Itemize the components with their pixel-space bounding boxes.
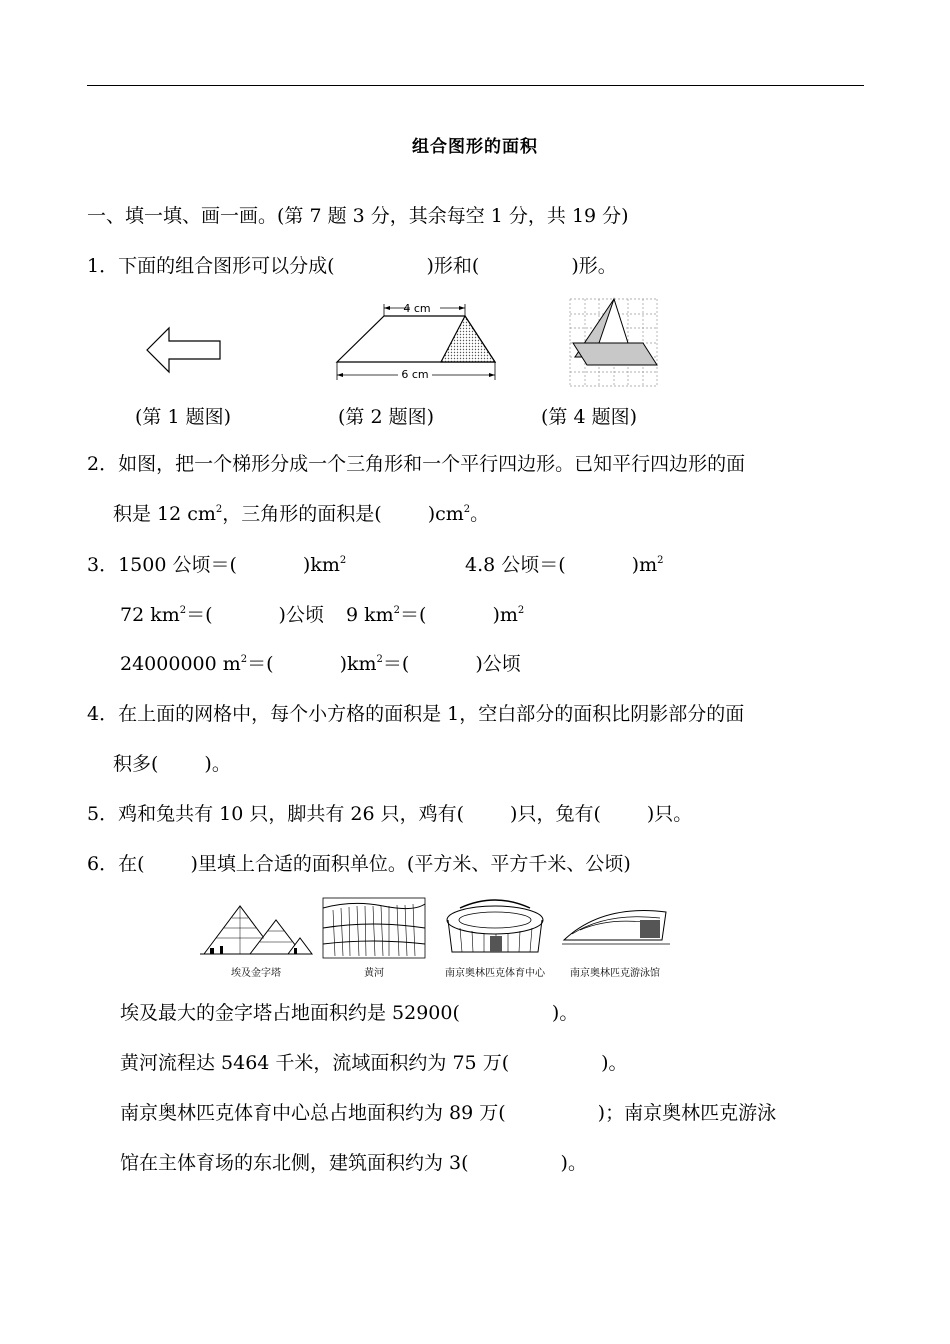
q6-sentence-1 bbox=[120, 1001, 578, 1025]
q2-text-d: 。 bbox=[470, 503, 490, 525]
q6-sentence-4 bbox=[120, 1151, 587, 1175]
q6-sentence-2 bbox=[120, 1051, 628, 1075]
q1-text-a: 下面的组合图形可以分成( bbox=[118, 255, 335, 277]
q6-s2-a: 黄河流程达 5464 千米，流域面积约为 75 万( bbox=[120, 1052, 510, 1074]
q2-line1: 如图，把一个梯形分成一个三角形和一个平行四边形。已知平行四边形的面 bbox=[118, 453, 746, 475]
yellow-river-picture bbox=[323, 898, 425, 960]
question-4 bbox=[87, 702, 744, 726]
q3-d-sup: 2 bbox=[393, 605, 401, 616]
q5-text-c: )只。 bbox=[646, 803, 693, 825]
header-rule bbox=[87, 85, 864, 86]
question-2-line2 bbox=[113, 502, 489, 526]
q3-d2: ＝( bbox=[400, 604, 427, 626]
q3-e5: )公顷 bbox=[475, 653, 521, 675]
figure-1-arrow bbox=[145, 325, 223, 375]
q3-c1: 72 km bbox=[120, 604, 180, 626]
q6-s1-a: 埃及最大的金字塔占地面积约是 52900( bbox=[120, 1002, 460, 1024]
q6-s3-a: 南京奥林匹克体育中心总占地面积约为 89 万( bbox=[120, 1102, 506, 1124]
q3-e-sup: 2 bbox=[240, 654, 248, 665]
pic-label-swimming-hall: 南京奥林匹克游泳馆 bbox=[570, 968, 660, 979]
q3-c-sup: 2 bbox=[179, 605, 187, 616]
q4-text-a: 积多( bbox=[113, 753, 159, 775]
q3-a-sup: 2 bbox=[339, 555, 347, 566]
q5-text-b: )只，兔有( bbox=[510, 803, 601, 825]
section-heading: 一、填一填、画一画。(第 7 题 3 分，其余每空 1 分，共 19 分) bbox=[87, 205, 629, 227]
q3-b1: 4.8 公顷＝( bbox=[465, 554, 566, 576]
pic-label-olympic-center: 南京奥林匹克体育中心 bbox=[445, 968, 545, 979]
q3-e4: ＝( bbox=[382, 653, 410, 675]
question-2 bbox=[87, 452, 745, 476]
figure-4-grid bbox=[570, 299, 660, 387]
olympic-center-picture bbox=[440, 898, 550, 960]
q4-line1: 在上面的网格中，每个小方格的面积是 1，空白部分的面积比阴影部分的面 bbox=[118, 703, 745, 725]
q3-c3: )公顷 bbox=[278, 604, 324, 626]
q6-text-a: 在( bbox=[118, 853, 145, 875]
caption-fig2: (第 2 题图) bbox=[338, 406, 434, 428]
caption-fig4: (第 4 题图) bbox=[541, 406, 637, 428]
q6-text-b: )里填上合适的面积单位。(平方米、平方千米、公顷) bbox=[190, 853, 631, 875]
q6-s1-b: )。 bbox=[551, 1002, 579, 1024]
question-3-a bbox=[87, 553, 346, 577]
q6-sentence-3 bbox=[120, 1101, 776, 1125]
q4-text-b: )。 bbox=[204, 753, 231, 775]
q4-number: 4． bbox=[87, 703, 119, 725]
fig2-bottom-label: 6 cm bbox=[401, 368, 429, 381]
q3-number: 3． bbox=[87, 554, 119, 576]
q2-sup2: 2 bbox=[463, 504, 471, 515]
pyramids-picture bbox=[200, 898, 312, 960]
page-title: 组合图形的面积 bbox=[412, 137, 538, 157]
q3-e-sup2: 2 bbox=[376, 654, 383, 665]
fig2-top-label: 4 cm bbox=[403, 302, 431, 315]
q2-number: 2． bbox=[87, 453, 119, 475]
swimming-hall-picture bbox=[562, 898, 670, 960]
q5-number: 5． bbox=[87, 803, 119, 825]
q3-d1: 9 km bbox=[345, 604, 394, 626]
q1-number: 1． bbox=[87, 255, 119, 277]
question-1 bbox=[87, 254, 617, 278]
q3-e2: ＝( bbox=[247, 653, 274, 675]
q3-b2: )m bbox=[631, 554, 658, 576]
question-4-line2 bbox=[113, 752, 231, 776]
caption-fig1: (第 1 题图) bbox=[135, 406, 231, 428]
question-6 bbox=[87, 852, 631, 876]
q3-e1: 24000000 m bbox=[120, 653, 241, 675]
pic-label-pyramid: 埃及金字塔 bbox=[231, 968, 281, 979]
q3-a1: 1500 公顷＝( bbox=[118, 554, 237, 576]
q6-s4-a: 馆在主体育场的东北侧，建筑面积约为 3( bbox=[120, 1152, 469, 1174]
q2-text-a: 积是 12 cm bbox=[113, 503, 216, 525]
q3-b-sup: 2 bbox=[657, 555, 664, 566]
question-5 bbox=[87, 802, 692, 826]
q3-d-sup2: 2 bbox=[517, 605, 525, 616]
q6-s3-b: )；南京奥林匹克游泳 bbox=[597, 1102, 777, 1124]
q6-s4-b: )。 bbox=[560, 1152, 587, 1174]
question-3-e bbox=[120, 652, 521, 676]
q2-text-c: )cm bbox=[427, 503, 464, 525]
question-3-b bbox=[465, 553, 663, 577]
q3-e3: )km bbox=[339, 653, 377, 675]
q6-s2-b: )。 bbox=[601, 1052, 628, 1074]
q2-sup: 2 bbox=[215, 504, 223, 515]
q6-number: 6． bbox=[87, 853, 119, 875]
q2-text-b: ，三角形的面积是( bbox=[222, 503, 382, 525]
q3-a2: )km bbox=[302, 554, 340, 576]
q1-text-c: )形。 bbox=[571, 255, 617, 277]
q3-c2: ＝( bbox=[186, 604, 213, 626]
q5-text-a: 鸡和兔共有 10 只，脚共有 26 只，鸡有( bbox=[118, 803, 465, 825]
q3-d3: )m bbox=[492, 604, 518, 626]
q1-text-b: )形和( bbox=[426, 255, 480, 277]
pic-label-yellow-river: 黄河 bbox=[364, 968, 384, 979]
question-3-c bbox=[120, 603, 524, 627]
